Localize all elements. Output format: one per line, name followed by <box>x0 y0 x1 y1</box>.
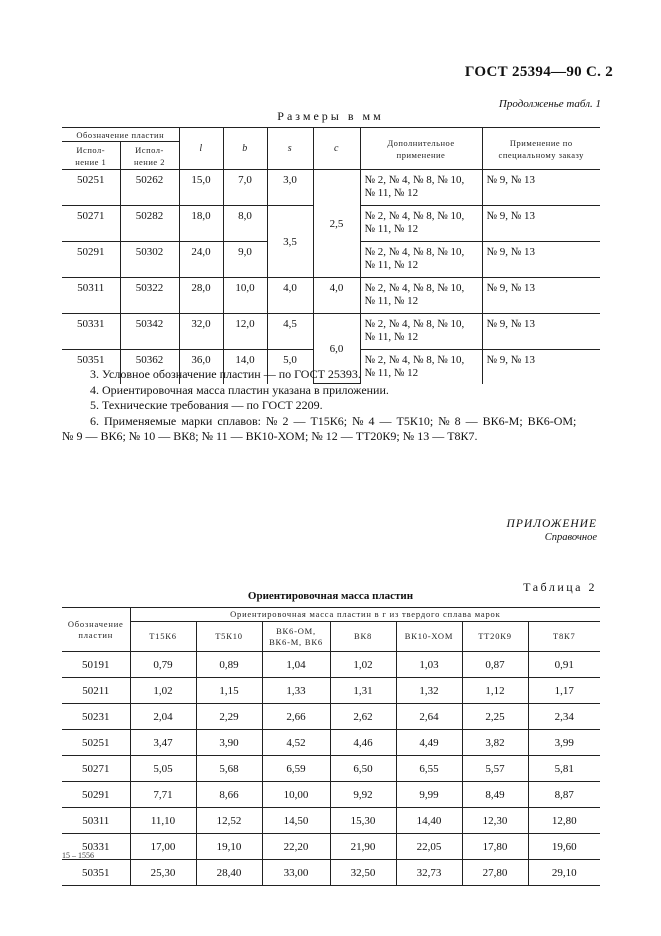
appendix-heading <box>507 518 597 543</box>
cell-mass: 2,64 <box>396 704 462 730</box>
table-row <box>62 170 600 206</box>
cell-mass: 12,30 <box>462 808 528 834</box>
cell-exec1: 50331 <box>62 314 120 350</box>
cell-designation: 50211 <box>62 678 130 704</box>
cell-exec1: 50251 <box>62 170 120 206</box>
col-special-line1: Применение по <box>509 137 573 148</box>
cell-additional <box>360 314 482 350</box>
cell-mass: 3,90 <box>196 730 262 756</box>
cell-mass: 1,04 <box>262 652 330 678</box>
cell-mass: 2,62 <box>330 704 396 730</box>
col-exec2-line1: Испол- <box>135 144 164 155</box>
note-3: 3. Условное обозначение пластин — по ГОСТ 25393. <box>90 367 361 381</box>
cell-mass: 3,82 <box>462 730 528 756</box>
cell-mass: 19,10 <box>196 834 262 860</box>
cell-mass: 9,99 <box>396 782 462 808</box>
cell-mass: 6,50 <box>330 756 396 782</box>
dimensions-table <box>62 127 600 384</box>
table-row <box>62 278 600 314</box>
cell-mass: 0,87 <box>462 652 528 678</box>
cell-mass: 0,91 <box>528 652 600 678</box>
cell-mass: 2,34 <box>528 704 600 730</box>
cell-mass: 4,49 <box>396 730 462 756</box>
cell-mass: 8,87 <box>528 782 600 808</box>
cell-special: № 9, № 13 <box>482 170 600 206</box>
cell-mass: 14,50 <box>262 808 330 834</box>
mass-table <box>62 607 600 886</box>
cell-designation: 50271 <box>62 756 130 782</box>
note-4: 4. Ориентировочная масса пластин указана в приложении. <box>90 382 389 397</box>
cell-designation: 50231 <box>62 704 130 730</box>
col-b-header: b <box>223 128 267 170</box>
cell-mass: 8,66 <box>196 782 262 808</box>
cell-b: 10,0 <box>223 278 267 314</box>
cell-designation: 50191 <box>62 652 130 678</box>
cell-s: 5,0 <box>267 350 313 384</box>
alloy-header-line: Т5К10 <box>215 631 243 641</box>
cell-l: 15,0 <box>179 170 223 206</box>
cell-mass: 5,68 <box>196 756 262 782</box>
cell-additional-line2: № 11, № 12 <box>364 367 419 379</box>
cell-mass: 12,80 <box>528 808 600 834</box>
cell-mass: 5,81 <box>528 756 600 782</box>
col-designation-line2: пластин <box>78 629 114 640</box>
cell-mass: 1,12 <box>462 678 528 704</box>
col-exec2-header <box>120 142 179 170</box>
cell-mass: 22,20 <box>262 834 330 860</box>
cell-exec2: 50302 <box>120 242 179 278</box>
cell-additional-line1: № 2, № 4, № 8, № 10, <box>364 174 465 186</box>
alloy-header <box>130 622 196 652</box>
cell-additional-line1: № 2, № 4, № 8, № 10, <box>364 210 465 222</box>
cell-c-merged: 6,0 <box>313 314 360 384</box>
table-row <box>62 678 600 704</box>
alloy-header-line: ТТ20К9 <box>478 631 512 641</box>
alloy-header <box>330 622 396 652</box>
cell-mass: 11,10 <box>130 808 196 834</box>
cell-b: 9,0 <box>223 242 267 278</box>
cell-mass: 2,66 <box>262 704 330 730</box>
cell-additional-line2: № 11, № 12 <box>364 331 419 343</box>
col-s-header: s <box>267 128 313 170</box>
cell-mass: 1,02 <box>330 652 396 678</box>
table-row <box>62 834 600 860</box>
cell-special: № 9, № 13 <box>486 354 535 366</box>
cell-mass: 21,90 <box>330 834 396 860</box>
cell-additional-line2: № 11, № 12 <box>364 223 419 235</box>
alloy-header <box>196 622 262 652</box>
table-row <box>62 860 600 886</box>
cell-mass: 1,02 <box>130 678 196 704</box>
col-l-header: l <box>179 128 223 170</box>
cell-additional-line1: № 2, № 4, № 8, № 10, <box>364 354 465 366</box>
cell-additional-line1: № 2, № 4, № 8, № 10, <box>364 246 465 258</box>
table-row <box>62 756 600 782</box>
cell-mass: 10,00 <box>262 782 330 808</box>
cell-mass: 25,30 <box>130 860 196 886</box>
cell-s: 4,0 <box>267 278 313 314</box>
cell-mass: 27,80 <box>462 860 528 886</box>
cell-mass: 28,40 <box>196 860 262 886</box>
cell-mass: 1,15 <box>196 678 262 704</box>
cell-mass: 33,00 <box>262 860 330 886</box>
cell-l: 32,0 <box>179 314 223 350</box>
cell-mass: 32,73 <box>396 860 462 886</box>
cell-designation: 50291 <box>62 782 130 808</box>
cell-special: № 9, № 13 <box>482 278 600 314</box>
appendix-subtitle: Справочное <box>544 532 597 543</box>
cell-exec1: 50271 <box>62 206 120 242</box>
cell-mass: 9,92 <box>330 782 396 808</box>
cell-s: 4,5 <box>267 314 313 350</box>
cell-exec2: 50282 <box>120 206 179 242</box>
cell-mass: 2,29 <box>196 704 262 730</box>
cell-additional-line2: № 11, № 12 <box>364 259 419 271</box>
alloy-header-line: ВК6-М, ВК6 <box>269 636 323 647</box>
cell-mass: 4,46 <box>330 730 396 756</box>
table-row <box>62 730 600 756</box>
cell-b: 8,0 <box>223 206 267 242</box>
alloy-header-line: Т15К6 <box>149 631 177 641</box>
cell-additional <box>360 206 482 242</box>
table2-label: Таблица 2 <box>523 580 597 594</box>
cell-exec1: 50311 <box>62 278 120 314</box>
cell-mass: 7,71 <box>130 782 196 808</box>
col-exec1-line2: нение 1 <box>75 156 107 167</box>
cell-mass: 19,60 <box>528 834 600 860</box>
cell-l: 28,0 <box>179 278 223 314</box>
cell-mass: 1,31 <box>330 678 396 704</box>
cell-mass: 5,05 <box>130 756 196 782</box>
cell-additional <box>360 170 482 206</box>
mass-group-header: Ориентировочная масса пластин в г из твердого сплава марок <box>130 608 600 622</box>
cell-s-merged: 3,5 <box>267 206 313 278</box>
col-additional-header <box>360 128 482 170</box>
cell-c-merged: 2,5 <box>313 170 360 278</box>
cell-exec2: 50262 <box>120 170 179 206</box>
cell-exec1: 50291 <box>62 242 120 278</box>
cell-designation: 50331 <box>62 834 130 860</box>
cell-additional-line2: № 11, № 12 <box>364 295 419 307</box>
cell-additional-line1: № 2, № 4, № 8, № 10, <box>364 282 465 294</box>
appendix-title: ПРИЛОЖЕНИЕ <box>506 518 597 530</box>
col-special-header <box>482 128 600 170</box>
cell-mass: 12,52 <box>196 808 262 834</box>
note-6-continued: № 9 — ВК6; № 10 — ВК8; № 11 — ВК10-ХОМ; № 12 — ТТ20К9; № 13 — Т8К7. <box>62 429 478 443</box>
cell-exec1: 50351 <box>62 350 120 384</box>
table-continued-label: Продолженье табл. 1 <box>498 98 601 110</box>
cell-mass: 22,05 <box>396 834 462 860</box>
col-additional-line2: применение <box>396 149 446 160</box>
cell-mass: 6,55 <box>396 756 462 782</box>
cell-mass: 1,32 <box>396 678 462 704</box>
cell-mass: 17,00 <box>130 834 196 860</box>
cell-exec2: 50322 <box>120 278 179 314</box>
cell-mass: 3,99 <box>528 730 600 756</box>
cell-mass: 1,17 <box>528 678 600 704</box>
cell-b: 12,0 <box>223 314 267 350</box>
cell-mass: 4,52 <box>262 730 330 756</box>
notes-block <box>62 367 577 445</box>
cell-special: № 9, № 13 <box>482 314 600 350</box>
note-5: 5. Технические требования — по ГОСТ 2209. <box>90 398 323 412</box>
cell-designation: 50251 <box>62 730 130 756</box>
alloy-header <box>396 622 462 652</box>
alloy-header <box>528 622 600 652</box>
alloy-header-line: ВК10-ХОМ <box>404 631 454 641</box>
cell-additional <box>360 242 482 278</box>
col-exec1-header <box>62 142 120 170</box>
cell-mass: 2,25 <box>462 704 528 730</box>
cell-designation: 50311 <box>62 808 130 834</box>
cell-mass: 5,57 <box>462 756 528 782</box>
cell-mass: 17,80 <box>462 834 528 860</box>
cell-l: 36,0 <box>179 350 223 384</box>
cell-mass: 32,50 <box>330 860 396 886</box>
cell-mass: 6,59 <box>262 756 330 782</box>
cell-exec2: 50362 <box>120 350 179 384</box>
table-row <box>62 652 600 678</box>
cell-l: 18,0 <box>179 206 223 242</box>
alloy-header <box>462 622 528 652</box>
cell-mass: 15,30 <box>330 808 396 834</box>
cell-special: № 9, № 13 <box>482 206 600 242</box>
cell-additional-line1: № 2, № 4, № 8, № 10, <box>364 318 465 330</box>
alloy-header-line: ВК8 <box>354 631 372 641</box>
cell-s: 3,0 <box>267 170 313 206</box>
cell-l: 24,0 <box>179 242 223 278</box>
designation-group-header: Обозначение пластин <box>62 128 179 142</box>
col-designation-header <box>62 608 130 652</box>
alloy-header-line: Т8К7 <box>553 631 576 641</box>
cell-mass: 8,49 <box>462 782 528 808</box>
cell-b: 7,0 <box>223 170 267 206</box>
cell-special: № 9, № 13 <box>482 242 600 278</box>
page-header: ГОСТ 25394—90 С. 2 <box>464 64 613 80</box>
cell-c: 4,0 <box>313 278 360 314</box>
alloy-header-line: ВК6-ОМ, <box>276 625 316 636</box>
col-designation-line1: Обозначение <box>67 618 124 629</box>
cell-mass: 14,40 <box>396 808 462 834</box>
table-row <box>62 314 600 350</box>
cell-exec2: 50342 <box>120 314 179 350</box>
col-additional-line1: Дополнительное <box>387 137 455 148</box>
cell-mass: 1,03 <box>396 652 462 678</box>
table-row <box>62 808 600 834</box>
cell-mass: 1,33 <box>262 678 330 704</box>
col-exec1-line1: Испол- <box>76 144 106 155</box>
col-exec2-line2: нение 2 <box>133 156 166 167</box>
table2-title: Ориентировочная масса пластин <box>247 590 414 602</box>
cell-mass: 29,10 <box>528 860 600 886</box>
cell-mass: 3,47 <box>130 730 196 756</box>
cell-mass: 0,79 <box>130 652 196 678</box>
table-row <box>62 782 600 808</box>
col-special-line2: специальному заказу <box>498 149 584 160</box>
alloy-header <box>262 622 330 652</box>
cell-mass: 2,04 <box>130 704 196 730</box>
cell-b: 14,0 <box>223 350 267 384</box>
sizes-caption: Размеры в мм <box>277 109 384 123</box>
table-row <box>62 704 600 730</box>
cell-additional-line2: № 11, № 12 <box>364 187 419 199</box>
page-footnote: 15 – 1556 <box>62 851 94 860</box>
cell-designation: 50351 <box>62 860 130 886</box>
cell-mass: 0,89 <box>196 652 262 678</box>
col-c-header: c <box>313 128 360 170</box>
cell-additional <box>360 278 482 314</box>
note-6: 6. Применяемые марки сплавов: № 2 — Т15К6; № 4 — Т5К10; № 8 — ВК6-М; ВК6-ОМ; <box>90 413 577 428</box>
